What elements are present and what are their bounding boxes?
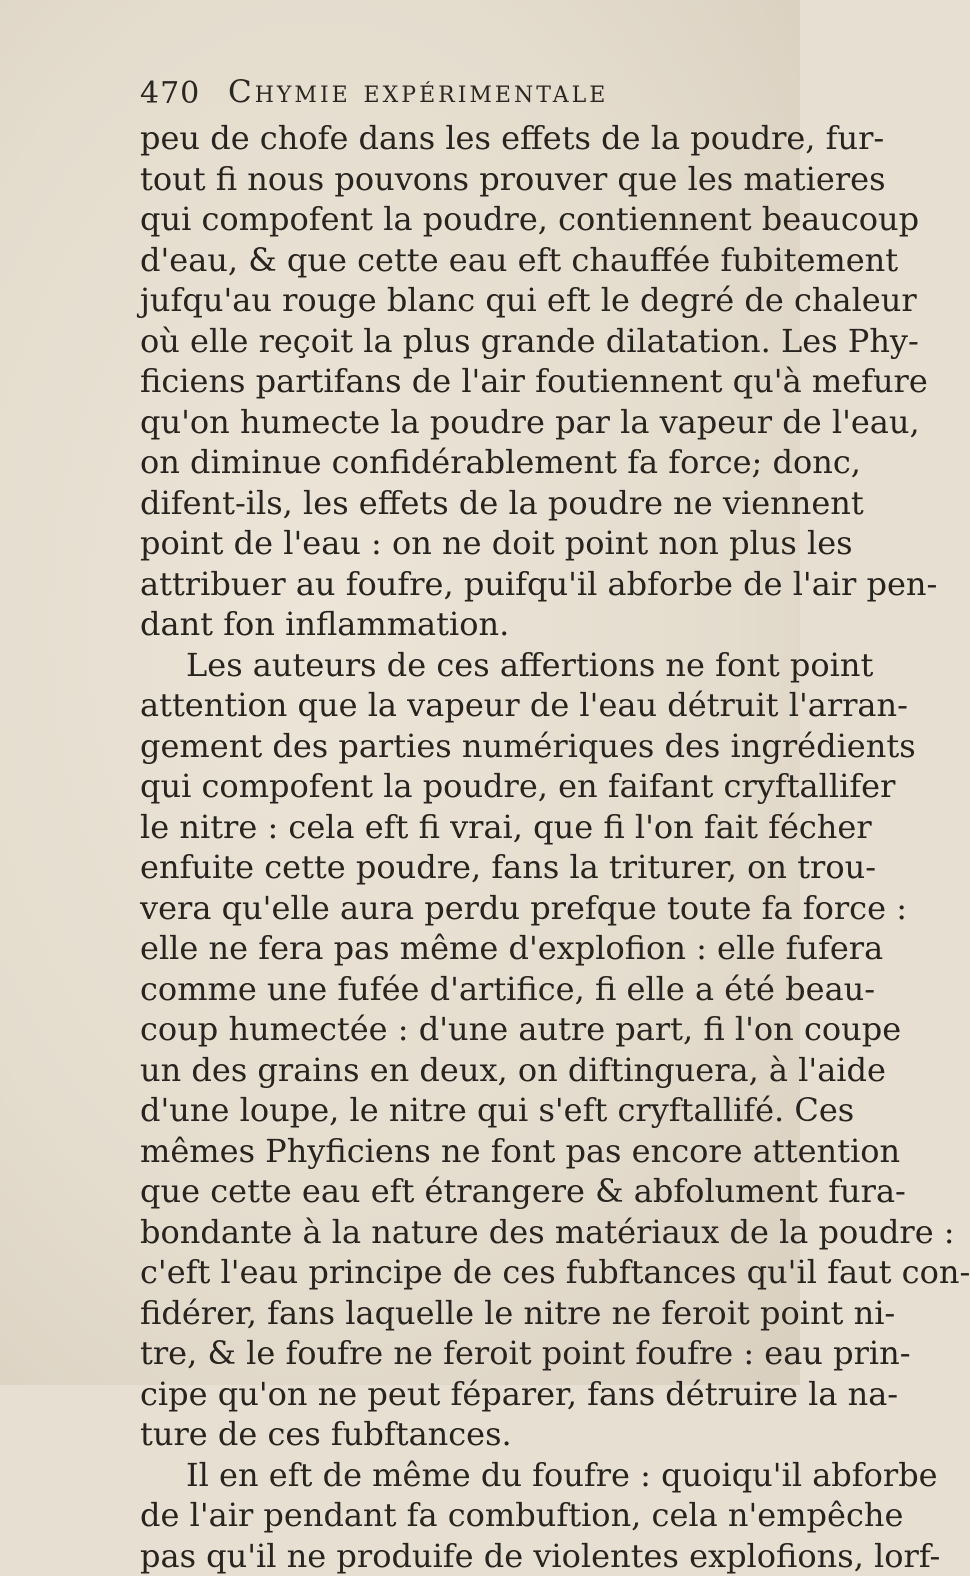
text-line: peu de chofe dans les effets de la poudre, fur- <box>140 118 800 159</box>
text-line: qui compofent la poudre, contiennent beaucoup <box>140 199 800 240</box>
text-line: difent-ils, les effets de la poudre ne viennent <box>140 483 800 524</box>
text-line: cipe qu'on ne peut féparer, fans détruire la na- <box>140 1374 800 1415</box>
text-line: Il en eft de même du foufre : quoiqu'il abforbe <box>140 1455 800 1496</box>
text-line: de l'air pendant fa combuftion, cela n'empêche <box>140 1495 800 1536</box>
text-line: un des grains en deux, on diftinguera, à l'aide <box>140 1050 800 1091</box>
text-line: que cette eau eft étrangere & abfolument fura- <box>140 1171 800 1212</box>
page-number: 470 <box>140 76 200 111</box>
text-line: on diminue confidérablement fa force; donc, <box>140 442 800 483</box>
text-line: dant fon inflammation. <box>140 604 800 645</box>
text-line: ture de ces fubftances. <box>140 1414 800 1455</box>
text-line: bondante à la nature des matériaux de la poudre : <box>140 1212 800 1253</box>
text-line: tout fi nous pouvons prouver que les matieres <box>140 159 800 200</box>
text-line: qu'on humecte la poudre par la vapeur de l'eau, <box>140 402 800 443</box>
text-line: tre, & le foufre ne feroit point foufre : eau prin- <box>140 1333 800 1374</box>
text-line: mêmes Phyficiens ne font pas encore attention <box>140 1131 800 1172</box>
text-line: attention que la vapeur de l'eau détruit l'arran- <box>140 685 800 726</box>
page-header <box>140 74 760 118</box>
running-title: Chymie expérimentale <box>228 74 608 110</box>
text-line: c'eft l'eau principe de ces fubftances qu'il faut con- <box>140 1252 800 1293</box>
text-line: le nitre : cela eft fi vrai, que fi l'on fait fécher <box>140 807 800 848</box>
text-line: coup humectée : d'une autre part, fi l'on coupe <box>140 1009 800 1050</box>
text-line: où elle reçoit la plus grande dilatation. Les Phy- <box>140 321 800 362</box>
text-line: pas qu'il ne produife de violentes explofions, lorf- <box>140 1536 800 1576</box>
text-line: vera qu'elle aura perdu prefque toute fa force : <box>140 888 800 929</box>
text-line: enfuite cette poudre, fans la triturer, on trou- <box>140 847 800 888</box>
text-line: d'eau, & que cette eau eft chauffée fubitement <box>140 240 800 281</box>
body-text <box>140 118 800 1576</box>
text-line: Les auteurs de ces affertions ne font point <box>140 645 800 686</box>
text-line: ficiens partifans de l'air foutiennent qu'à mefure <box>140 361 800 402</box>
text-line: qui compofent la poudre, en faifant cryftallifer <box>140 766 800 807</box>
text-line: attribuer au foufre, puifqu'il abforbe de l'air pen- <box>140 564 800 605</box>
text-line: elle ne fera pas même d'explofion : elle fufera <box>140 928 800 969</box>
text-line: point de l'eau : on ne doit point non plus les <box>140 523 800 564</box>
text-line: gement des parties numériques des ingrédients <box>140 726 800 767</box>
text-line: comme une fufée d'artifice, fi elle a été beau- <box>140 969 800 1010</box>
text-line: jufqu'au rouge blanc qui eft le degré de chaleur <box>140 280 800 321</box>
text-line: d'une loupe, le nitre qui s'eft cryftallifé. Ces <box>140 1090 800 1131</box>
text-line: fidérer, fans laquelle le nitre ne feroit point ni- <box>140 1293 800 1334</box>
